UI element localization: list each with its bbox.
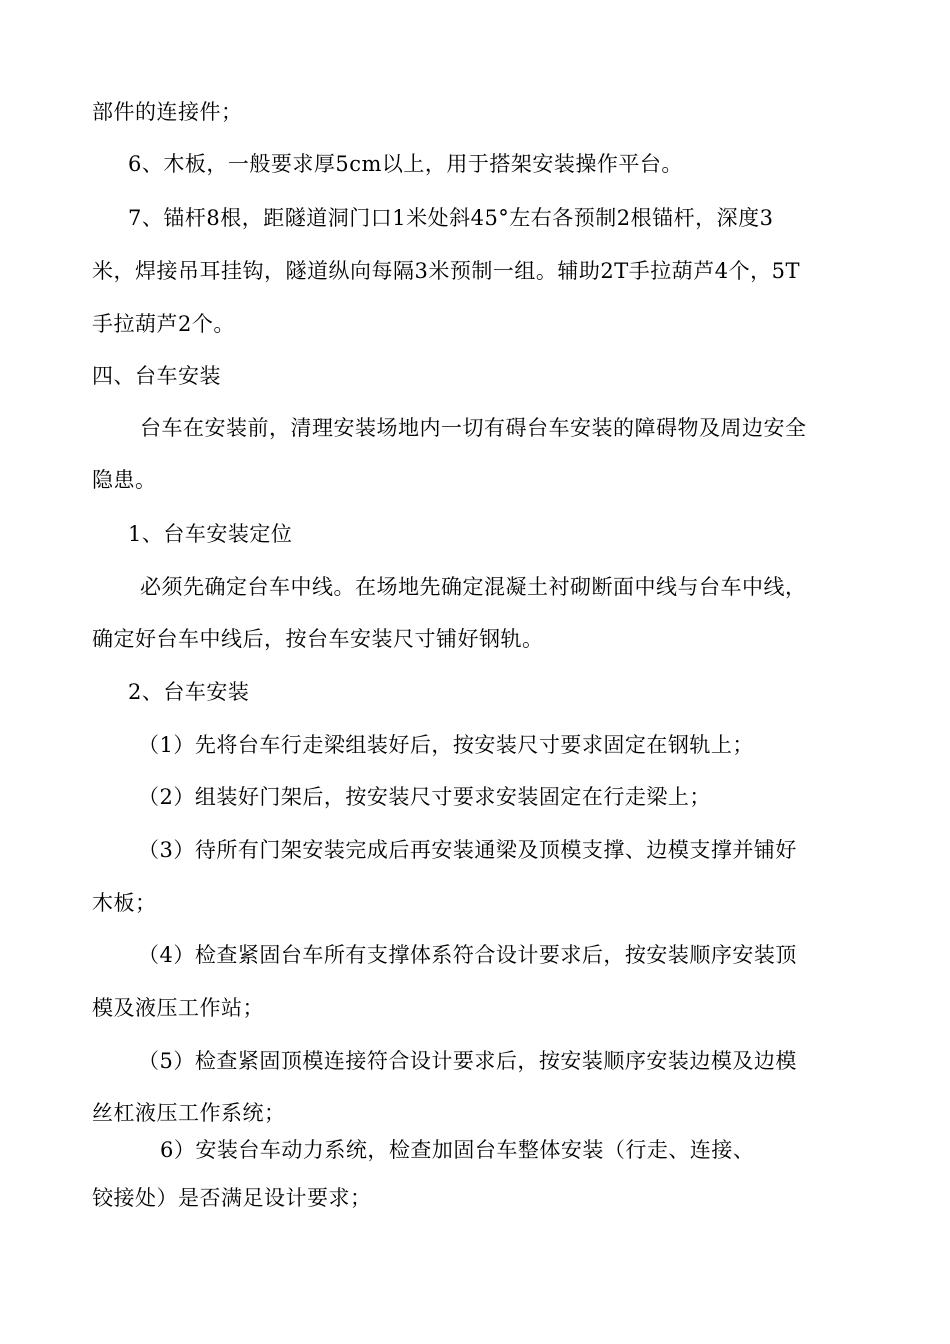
step-1: （1）先将台车行走梁组装好后，按安装尺寸要求固定在钢轨上； bbox=[138, 733, 754, 757]
step-6-cont: 铰接处）是否满足设计要求； bbox=[92, 1186, 372, 1210]
text-line-11: 确定好台车中线后，按台车安装尺寸铺好钢轨。 bbox=[92, 627, 544, 651]
section-heading: 四、台车安装 bbox=[92, 364, 221, 388]
step-4-cont: 模及液压工作站； bbox=[92, 996, 264, 1020]
subheading-1: 1、台车安装定位 bbox=[128, 522, 293, 546]
text-line-7: 台车在安装前，清理安装场地内一切有碍台车安装的障碍物及周边安全 bbox=[140, 416, 807, 440]
text-line-10: 必须先确定台车中线。在场地先确定混凝土衬砌断面中线与台车中线， bbox=[140, 575, 807, 599]
step-5: （5）检查紧固顶模连接符合设计要求后，按安装顺序安装边模及边模 bbox=[138, 1049, 797, 1073]
subheading-2: 2、台车安装 bbox=[128, 680, 250, 704]
step-3-cont: 木板； bbox=[92, 891, 157, 915]
text-line-8: 隐患。 bbox=[92, 468, 157, 492]
step-6: 6）安装台车动力系统，检查加固台车整体安装（行走、连接、 bbox=[160, 1138, 755, 1162]
step-2: （2）组装好门架后，按安装尺寸要求安装固定在行走梁上； bbox=[138, 785, 711, 809]
text-line-4: 米，焊接吊耳挂钩，隧道纵向每隔3米预制一组。辅助2T手拉葫芦4个，5T bbox=[92, 259, 800, 283]
step-3: （3）待所有门架安装完成后再安装通梁及顶模支撑、边模支撑并铺好 bbox=[138, 838, 797, 862]
step-4: （4）检查紧固台车所有支撑体系符合设计要求后，按安装顺序安装顶 bbox=[138, 943, 797, 967]
text-line-3: 7、锚杆8根，距隧道洞门口1米处斜45°左右各预制2根锚杆，深度3 bbox=[128, 206, 774, 230]
text-line-5: 手拉葫芦2个。 bbox=[92, 312, 235, 336]
text-line-2: 6、木板，一般要求厚5cm以上，用于搭架安装操作平台。 bbox=[128, 152, 683, 176]
text-line-1: 部件的连接件； bbox=[92, 100, 243, 124]
step-5-cont: 丝杠液压工作系统； bbox=[92, 1101, 286, 1125]
